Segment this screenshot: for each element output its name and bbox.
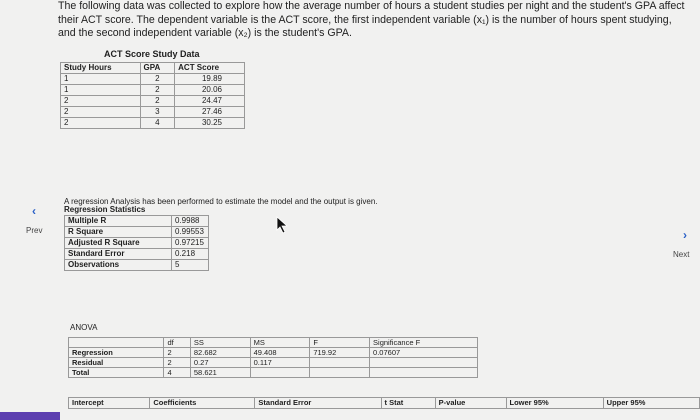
cell: 27.46 [175,107,245,118]
cell: 2 [61,96,141,107]
cell: 0.27 [190,358,250,368]
anova-table [68,337,478,378]
prev-button[interactable]: Prev [26,226,43,235]
next-button[interactable]: Next [673,250,690,259]
cell [370,358,478,368]
cell: 0.117 [250,358,310,368]
cell: 2 [61,118,141,129]
cell: Intercept [69,398,150,409]
table-row [65,249,209,260]
cell: Total [69,368,164,378]
cell: 2 [140,74,175,85]
regression-description: A regression Analysis has been performed to estimate the model and the output is given. [64,197,378,206]
cell: Coefficients [150,398,255,409]
cell: Standard Error [255,398,381,409]
cell: 5 [172,260,209,271]
cell: Regression [69,348,164,358]
table-row [69,368,478,378]
header-study-hours: Study Hours [61,63,141,74]
cell: MS [250,338,310,348]
table-row [61,85,245,96]
cell: 0.07607 [370,348,478,358]
cell: 1 [61,85,141,96]
table-row [61,74,245,85]
table-row [61,107,245,118]
problem-intro: The following data was collected to explore how the average number of hours a student studies per night and the student's GPA affect their ACT score. The dependent variable is the ACT score, the first independent variable (x₁) is the number of hours spent studying, and the second independent variable (x₂) is the student's GPA. [58,0,685,39]
cell: 2 [61,107,141,118]
cell: 719.92 [310,348,370,358]
table-row [65,216,209,227]
cell: 0.97215 [172,238,209,249]
next-arrow-icon[interactable]: › [683,228,687,242]
table-row [69,358,478,368]
cell [370,368,478,378]
anova-title: ANOVA [70,323,98,332]
cell: Multiple R [65,216,172,227]
cell: 20.06 [175,85,245,96]
cell: Upper 95% [603,398,699,409]
cell [250,368,310,378]
cell: 1 [61,74,141,85]
regression-stats-title: Regression Statistics [64,205,146,214]
cell: 3 [140,107,175,118]
cell: Observations [65,260,172,271]
cell: df [164,338,190,348]
cell: Residual [69,358,164,368]
cell: R Square [65,227,172,238]
header-gpa: GPA [140,63,175,74]
table-row [65,227,209,238]
bottom-nav-bar [0,412,60,420]
table-row [65,260,209,271]
cell: P-value [435,398,506,409]
cell: Adjusted R Square [65,238,172,249]
table-row [69,398,700,409]
act-table-title: ACT Score Study Data [104,49,200,59]
cell [310,358,370,368]
header-act-score: ACT Score [175,63,245,74]
cell: Lower 95% [506,398,603,409]
regression-stats-table [64,215,209,271]
cell: 19.89 [175,74,245,85]
cell: 24.47 [175,96,245,107]
table-row [61,96,245,107]
table-row [69,338,478,348]
prev-arrow-icon[interactable]: ‹ [32,204,36,218]
cell [310,368,370,378]
cell: 0.9988 [172,216,209,227]
table-row [65,238,209,249]
cell: SS [190,338,250,348]
cell: F [310,338,370,348]
cell: 2 [140,96,175,107]
cell: 4 [140,118,175,129]
table-row [61,118,245,129]
cell: 58.621 [190,368,250,378]
coefficients-table [68,397,700,409]
cell: 0.99553 [172,227,209,238]
table-row [69,348,478,358]
mouse-cursor-icon [276,216,288,239]
cell: 2 [164,358,190,368]
cell [69,338,164,348]
cell: 2 [164,348,190,358]
cell: 49.408 [250,348,310,358]
cell: Standard Error [65,249,172,260]
cell: 0.218 [172,249,209,260]
cell: 4 [164,368,190,378]
cell: 30.25 [175,118,245,129]
act-score-table [60,62,245,129]
cell: 82.682 [190,348,250,358]
cell: Significance F [370,338,478,348]
cell: t Stat [381,398,435,409]
cell: 2 [140,85,175,96]
